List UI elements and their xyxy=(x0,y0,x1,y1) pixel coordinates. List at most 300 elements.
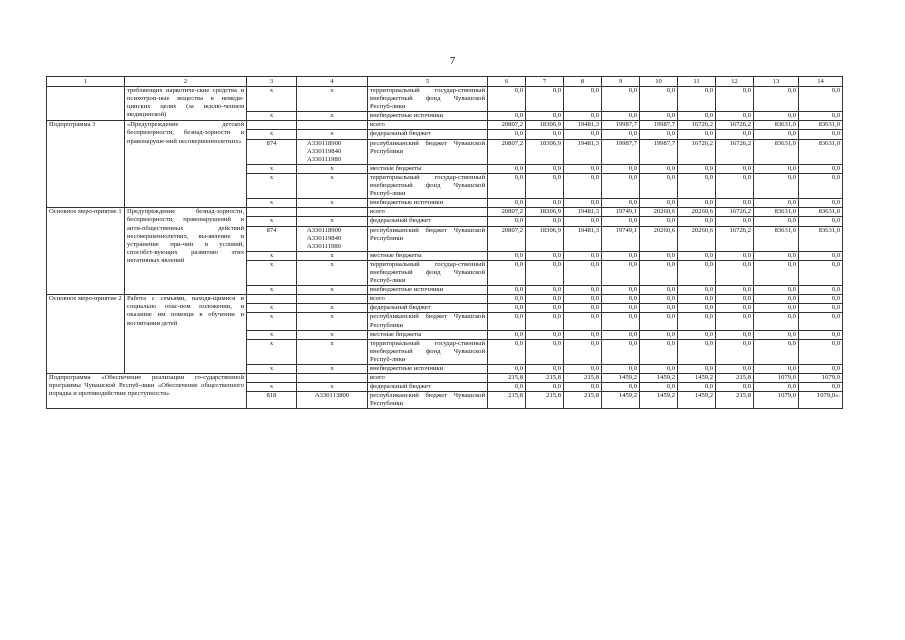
value-cell: 0,0 xyxy=(602,173,640,198)
value-cell: 16726,2 xyxy=(716,208,754,217)
grbs-code: x xyxy=(247,217,297,226)
value-cell: 215,8 xyxy=(526,392,564,409)
value-cell: 0,0 xyxy=(602,339,640,364)
value-cell: 20807,2 xyxy=(488,208,526,217)
value-cell: 0,0 xyxy=(716,286,754,295)
value-cell: 0,0 xyxy=(799,217,843,226)
grbs-code: 874 xyxy=(247,226,297,251)
value-cell: 0,0 xyxy=(602,313,640,330)
value-cell: 0,0 xyxy=(526,365,564,374)
value-cell: 0,0 xyxy=(716,330,754,339)
value-cell: 1079,0 xyxy=(754,374,799,383)
table-row xyxy=(47,295,843,304)
value-cell: 0,0 xyxy=(754,330,799,339)
value-cell: 1459,2 xyxy=(602,374,640,383)
value-cell: 83631,0 xyxy=(799,139,843,164)
value-cell: 0,0 xyxy=(678,87,716,112)
activity-label: Основное меро-приятие 2 xyxy=(47,295,125,374)
value-cell: 20260,6 xyxy=(640,208,678,217)
value-cell: 0,0 xyxy=(640,251,678,260)
target-code: x xyxy=(297,112,368,121)
value-cell: 16726,2 xyxy=(716,121,754,130)
target-code xyxy=(297,208,368,217)
funding-source: республиканский бюджет Чувашской Республики xyxy=(368,139,488,164)
program-title: «Предупреждение детской беспризорности, безнад-зорности и правонаруше-ний несовершеннолетних» xyxy=(125,121,247,208)
value-cell: 0,0 xyxy=(716,339,754,364)
grbs-code xyxy=(247,374,297,383)
table-row xyxy=(47,87,843,112)
value-cell: 0,0 xyxy=(799,304,843,313)
value-cell: 19481,3 xyxy=(564,208,602,217)
grbs-code: 818 xyxy=(247,392,297,409)
funding-source: федеральный бюджет xyxy=(368,304,488,313)
column-header: 13 xyxy=(754,77,799,87)
value-cell: 0,0 xyxy=(678,217,716,226)
value-cell: 0,0 xyxy=(678,383,716,392)
value-cell: 0,0 xyxy=(564,112,602,121)
value-cell: 0,0 xyxy=(602,295,640,304)
value-cell: 0,0 xyxy=(678,251,716,260)
value-cell: 0,0 xyxy=(799,173,843,198)
value-cell: 20807,2 xyxy=(488,121,526,130)
target-code: А330118900 А330119840 А330111980 xyxy=(297,226,368,251)
target-code: x xyxy=(297,130,368,139)
value-cell: 0,0 xyxy=(799,87,843,112)
value-cell: 0,0 xyxy=(754,130,799,139)
value-cell: 0,0 xyxy=(716,199,754,208)
value-cell: 215,8 xyxy=(716,374,754,383)
target-code: x xyxy=(297,286,368,295)
value-cell: 0,0 xyxy=(564,313,602,330)
funding-source: территориальный государ-ственный внебюджетный фонд Чувашской Респуб-лики xyxy=(368,260,488,285)
value-cell: 0,0 xyxy=(526,173,564,198)
grbs-code: x xyxy=(247,130,297,139)
value-cell: 0,0 xyxy=(640,339,678,364)
value-cell: 18306,9 xyxy=(526,139,564,164)
value-cell: 0,0 xyxy=(526,87,564,112)
value-cell: 0,0 xyxy=(526,217,564,226)
value-cell: 0,0 xyxy=(526,164,564,173)
target-code: x xyxy=(297,383,368,392)
value-cell: 0,0 xyxy=(799,286,843,295)
value-cell: 1459,2 xyxy=(640,392,678,409)
value-cell: 0,0 xyxy=(602,217,640,226)
value-cell: 0,0 xyxy=(488,260,526,285)
value-cell: 0,0 xyxy=(602,130,640,139)
target-code: А330118900 А330119840 А330111980 xyxy=(297,139,368,164)
column-header: 7 xyxy=(526,77,564,87)
value-cell: 0,0 xyxy=(716,173,754,198)
value-cell: 0,0 xyxy=(640,217,678,226)
column-header: 6 xyxy=(488,77,526,87)
value-cell: 18306,9 xyxy=(526,121,564,130)
funding-source: внебюджетные источники xyxy=(368,112,488,121)
target-code: x xyxy=(297,339,368,364)
value-cell: 0,0 xyxy=(602,260,640,285)
table-row xyxy=(47,121,843,130)
funding-source: федеральный бюджет xyxy=(368,130,488,139)
value-cell: 0,0 xyxy=(799,260,843,285)
value-cell: 0,0 xyxy=(564,173,602,198)
grbs-code: x xyxy=(247,365,297,374)
value-cell: 0,0 xyxy=(526,130,564,139)
value-cell: 1079,0 xyxy=(799,374,843,383)
value-cell: 0,0 xyxy=(754,313,799,330)
value-cell: 0,0 xyxy=(602,112,640,121)
value-cell: 16726,2 xyxy=(678,139,716,164)
value-cell: 19481,3 xyxy=(564,121,602,130)
grbs-code xyxy=(247,121,297,130)
grbs-code: x xyxy=(247,112,297,121)
program-label xyxy=(47,87,125,121)
value-cell: 0,0 xyxy=(564,199,602,208)
value-cell: 0,0 xyxy=(602,87,640,112)
value-cell: 0,0 xyxy=(754,87,799,112)
value-cell: 0,0 xyxy=(716,260,754,285)
value-cell: 0,0 xyxy=(678,286,716,295)
grbs-code: x xyxy=(247,87,297,112)
value-cell: 0,0 xyxy=(640,295,678,304)
value-cell: 0,0 xyxy=(754,112,799,121)
funding-source: всего xyxy=(368,121,488,130)
grbs-code xyxy=(247,295,297,304)
value-cell: 0,0 xyxy=(564,286,602,295)
value-cell: 0,0 xyxy=(488,295,526,304)
target-code: x xyxy=(297,217,368,226)
value-cell: 0,0 xyxy=(640,330,678,339)
value-cell: 0,0 xyxy=(640,164,678,173)
value-cell: 1459,2 xyxy=(678,392,716,409)
value-cell: 0,0 xyxy=(488,330,526,339)
value-cell: 0,0 xyxy=(564,339,602,364)
value-cell: 19987,7 xyxy=(640,121,678,130)
value-cell: 0,0 xyxy=(754,295,799,304)
value-cell: 215,8 xyxy=(488,374,526,383)
value-cell: 0,0 xyxy=(602,383,640,392)
column-header: 12 xyxy=(716,77,754,87)
value-cell: 0,0 xyxy=(678,164,716,173)
value-cell: 19481,3 xyxy=(564,139,602,164)
value-cell: 0,0 xyxy=(799,251,843,260)
value-cell: 0,0 xyxy=(678,260,716,285)
value-cell: 83631,0 xyxy=(754,226,799,251)
target-code: x xyxy=(297,365,368,374)
value-cell: 0,0 xyxy=(526,112,564,121)
value-cell: 0,0 xyxy=(640,112,678,121)
value-cell: 215,8 xyxy=(716,392,754,409)
value-cell: 0,0 xyxy=(754,260,799,285)
value-cell: 0,0 xyxy=(716,87,754,112)
value-cell: 20807,2 xyxy=(488,226,526,251)
funding-source: федеральный бюджет xyxy=(368,217,488,226)
value-cell: 0,0 xyxy=(488,164,526,173)
value-cell: 83631,0 xyxy=(799,121,843,130)
header-row xyxy=(47,77,843,87)
value-cell: 18306,9 xyxy=(526,208,564,217)
value-cell: 0,0 xyxy=(716,251,754,260)
funding-source: внебюджетные источники xyxy=(368,286,488,295)
target-code: x xyxy=(297,330,368,339)
program-title: требляющих наркотиче-ские средства и психотроп-ные вещества в немеди-цинских целях (за исклю-чением медицинской) xyxy=(125,87,247,121)
value-cell: 0,0 xyxy=(716,164,754,173)
value-cell: 0,0 xyxy=(488,130,526,139)
value-cell: 0,0 xyxy=(754,383,799,392)
value-cell: 0,0 xyxy=(488,313,526,330)
target-code: x xyxy=(297,313,368,330)
value-cell: 0,0 xyxy=(678,199,716,208)
activity-title: Предупреждение безнад-зорности, беспризорности, правонарушений и анти-общественных действий несовершеннолетних, вы-явление и устранение при-чин и условий, способст-вующих развитию этих негативных явлений xyxy=(125,208,247,295)
funding-source: всего xyxy=(368,374,488,383)
value-cell: 19987,7 xyxy=(640,139,678,164)
funding-source: республиканский бюджет Чувашской Республики xyxy=(368,226,488,251)
activity-label: Основное меро-приятие 1 xyxy=(47,208,125,295)
funding-source: всего xyxy=(368,295,488,304)
value-cell: 0,0 xyxy=(716,130,754,139)
target-code: x xyxy=(297,164,368,173)
value-cell: 0,0 xyxy=(799,295,843,304)
value-cell: 0,0 xyxy=(640,260,678,285)
value-cell: 0,0 xyxy=(488,365,526,374)
grbs-code: x xyxy=(247,164,297,173)
value-cell: 0,0 xyxy=(488,112,526,121)
target-code: x xyxy=(297,173,368,198)
funding-source: всего xyxy=(368,208,488,217)
column-header: 5 xyxy=(368,77,488,87)
value-cell: 0,0 xyxy=(754,173,799,198)
value-cell: 20260,6 xyxy=(678,226,716,251)
value-cell: 215,8 xyxy=(488,392,526,409)
target-code: x xyxy=(297,260,368,285)
value-cell: 19749,1 xyxy=(602,208,640,217)
value-cell: 0,0 xyxy=(754,286,799,295)
value-cell: 0,0 xyxy=(640,304,678,313)
activity-title: Работа с семьями, находя-щимися в социально опас-ном положении, и оказание им помощи в обучении и воспитании детей xyxy=(125,295,247,374)
value-cell: 0,0 xyxy=(526,251,564,260)
value-cell: 20260,6 xyxy=(678,208,716,217)
value-cell: 16726,2 xyxy=(716,226,754,251)
value-cell: 0,0 xyxy=(488,217,526,226)
program-title: Подпрограмма «Обеспечение реализации го-сударственной программы Чувашской Респуб-лики «Обеспечение общественного порядка и противодействие преступности» xyxy=(47,374,247,409)
target-code: x xyxy=(297,87,368,112)
target-code xyxy=(297,374,368,383)
value-cell: 19987,7 xyxy=(602,121,640,130)
value-cell: 0,0 xyxy=(564,164,602,173)
table-row xyxy=(47,374,843,383)
value-cell: 0,0 xyxy=(488,286,526,295)
value-cell: 0,0 xyxy=(564,251,602,260)
value-cell: 19481,3 xyxy=(564,226,602,251)
value-cell: 0,0 xyxy=(640,173,678,198)
value-cell: 19749,1 xyxy=(602,226,640,251)
funding-source: местные бюджеты xyxy=(368,251,488,260)
value-cell: 0,0 xyxy=(640,286,678,295)
value-cell: 0,0 xyxy=(526,286,564,295)
funding-source: местные бюджеты xyxy=(368,164,488,173)
page-number: 7 xyxy=(449,55,456,67)
value-cell: 0,0 xyxy=(754,164,799,173)
funding-source: внебюджетные источники xyxy=(368,199,488,208)
value-cell: 0,0 xyxy=(602,365,640,374)
value-cell: 1079,0». xyxy=(799,392,843,409)
value-cell: 0,0 xyxy=(602,286,640,295)
value-cell: 0,0 xyxy=(678,330,716,339)
column-header: 14 xyxy=(799,77,843,87)
value-cell: 0,0 xyxy=(564,365,602,374)
value-cell: 0,0 xyxy=(754,217,799,226)
grbs-code: x xyxy=(247,383,297,392)
value-cell: 0,0 xyxy=(488,87,526,112)
value-cell: 215,8 xyxy=(564,374,602,383)
value-cell: 1459,2 xyxy=(678,374,716,383)
column-header: 1 xyxy=(47,77,125,87)
column-header: 11 xyxy=(678,77,716,87)
value-cell: 0,0 xyxy=(799,164,843,173)
funding-source: республиканский бюджет Чувашской Республики xyxy=(368,313,488,330)
value-cell: 16726,2 xyxy=(678,121,716,130)
value-cell: 0,0 xyxy=(602,330,640,339)
value-cell: 0,0 xyxy=(754,199,799,208)
target-code xyxy=(297,295,368,304)
value-cell: 0,0 xyxy=(678,173,716,198)
value-cell: 0,0 xyxy=(526,304,564,313)
value-cell: 0,0 xyxy=(640,383,678,392)
value-cell: 0,0 xyxy=(754,365,799,374)
value-cell: 0,0 xyxy=(564,295,602,304)
value-cell: 0,0 xyxy=(602,164,640,173)
value-cell: 0,0 xyxy=(799,313,843,330)
value-cell: 20260,6 xyxy=(640,226,678,251)
value-cell: 0,0 xyxy=(526,313,564,330)
value-cell: 83631,0 xyxy=(799,208,843,217)
table-row xyxy=(47,208,843,217)
budget-table xyxy=(46,76,843,409)
value-cell: 0,0 xyxy=(602,251,640,260)
program-label: Подпрограмма 3 xyxy=(47,121,125,208)
value-cell: 0,0 xyxy=(526,330,564,339)
value-cell: 0,0 xyxy=(640,199,678,208)
value-cell: 0,0 xyxy=(640,130,678,139)
value-cell: 1459,2 xyxy=(602,392,640,409)
target-code xyxy=(297,121,368,130)
grbs-code: x xyxy=(247,304,297,313)
funding-source: внебюджетные источники xyxy=(368,365,488,374)
value-cell: 0,0 xyxy=(564,217,602,226)
column-header: 10 xyxy=(640,77,678,87)
value-cell: 0,0 xyxy=(678,313,716,330)
target-code: x xyxy=(297,304,368,313)
value-cell: 0,0 xyxy=(488,173,526,198)
value-cell: 0,0 xyxy=(716,304,754,313)
value-cell: 215,8 xyxy=(564,392,602,409)
value-cell: 83631,0 xyxy=(754,121,799,130)
value-cell: 0,0 xyxy=(799,199,843,208)
value-cell: 0,0 xyxy=(716,365,754,374)
funding-source: территориальный государ-ственный внебюджетный фонд Чувашской Респуб-лики xyxy=(368,339,488,364)
target-code: А330113800 xyxy=(297,392,368,409)
value-cell: 0,0 xyxy=(716,217,754,226)
value-cell: 0,0 xyxy=(799,330,843,339)
grbs-code: x xyxy=(247,339,297,364)
value-cell: 0,0 xyxy=(799,339,843,364)
funding-source: территориальный государ-ственный внебюджетный фонд Чувашской Респуб-лики xyxy=(368,173,488,198)
value-cell: 1079,0 xyxy=(754,392,799,409)
value-cell: 0,0 xyxy=(799,383,843,392)
grbs-code: x xyxy=(247,173,297,198)
value-cell: 0,0 xyxy=(640,87,678,112)
value-cell: 0,0 xyxy=(640,365,678,374)
value-cell: 0,0 xyxy=(716,295,754,304)
value-cell: 0,0 xyxy=(678,112,716,121)
value-cell: 0,0 xyxy=(488,383,526,392)
value-cell: 19987,7 xyxy=(602,139,640,164)
value-cell: 0,0 xyxy=(678,339,716,364)
value-cell: 16726,2 xyxy=(716,139,754,164)
value-cell: 0,0 xyxy=(526,339,564,364)
value-cell: 0,0 xyxy=(799,130,843,139)
target-code: x xyxy=(297,251,368,260)
value-cell: 0,0 xyxy=(640,313,678,330)
grbs-code: x xyxy=(247,199,297,208)
value-cell: 0,0 xyxy=(678,295,716,304)
value-cell: 0,0 xyxy=(716,112,754,121)
value-cell: 18306,9 xyxy=(526,226,564,251)
funding-source: местные бюджеты xyxy=(368,330,488,339)
value-cell: 0,0 xyxy=(716,383,754,392)
value-cell: 0,0 xyxy=(564,383,602,392)
value-cell: 0,0 xyxy=(564,330,602,339)
value-cell: 215,8 xyxy=(526,374,564,383)
column-header: 9 xyxy=(602,77,640,87)
value-cell: 0,0 xyxy=(716,313,754,330)
value-cell: 0,0 xyxy=(754,339,799,364)
grbs-code: 874 xyxy=(247,139,297,164)
grbs-code: x xyxy=(247,313,297,330)
value-cell: 0,0 xyxy=(526,383,564,392)
value-cell: 83631,0 xyxy=(754,139,799,164)
value-cell: 0,0 xyxy=(564,87,602,112)
value-cell: 83631,0 xyxy=(799,226,843,251)
column-header: 3 xyxy=(247,77,297,87)
value-cell: 0,0 xyxy=(488,339,526,364)
value-cell: 0,0 xyxy=(799,112,843,121)
value-cell: 1459,2 xyxy=(640,374,678,383)
funding-source: территориальный государ-ственный внебюджетный фонд Чувашской Респуб-лики xyxy=(368,87,488,112)
value-cell: 0,0 xyxy=(488,304,526,313)
value-cell: 0,0 xyxy=(754,251,799,260)
column-header: 8 xyxy=(564,77,602,87)
funding-source: федеральный бюджет xyxy=(368,383,488,392)
value-cell: 83631,0 xyxy=(754,208,799,217)
grbs-code: x xyxy=(247,260,297,285)
value-cell: 0,0 xyxy=(678,365,716,374)
grbs-code: x xyxy=(247,286,297,295)
value-cell: 0,0 xyxy=(754,304,799,313)
value-cell: 0,0 xyxy=(602,304,640,313)
value-cell: 0,0 xyxy=(526,295,564,304)
grbs-code: x xyxy=(247,330,297,339)
value-cell: 0,0 xyxy=(526,199,564,208)
value-cell: 0,0 xyxy=(564,130,602,139)
value-cell: 0,0 xyxy=(564,304,602,313)
value-cell: 0,0 xyxy=(602,199,640,208)
target-code: x xyxy=(297,199,368,208)
grbs-code: x xyxy=(247,251,297,260)
value-cell: 0,0 xyxy=(488,251,526,260)
grbs-code xyxy=(247,208,297,217)
value-cell: 0,0 xyxy=(678,304,716,313)
value-cell: 0,0 xyxy=(488,199,526,208)
value-cell: 0,0 xyxy=(799,365,843,374)
